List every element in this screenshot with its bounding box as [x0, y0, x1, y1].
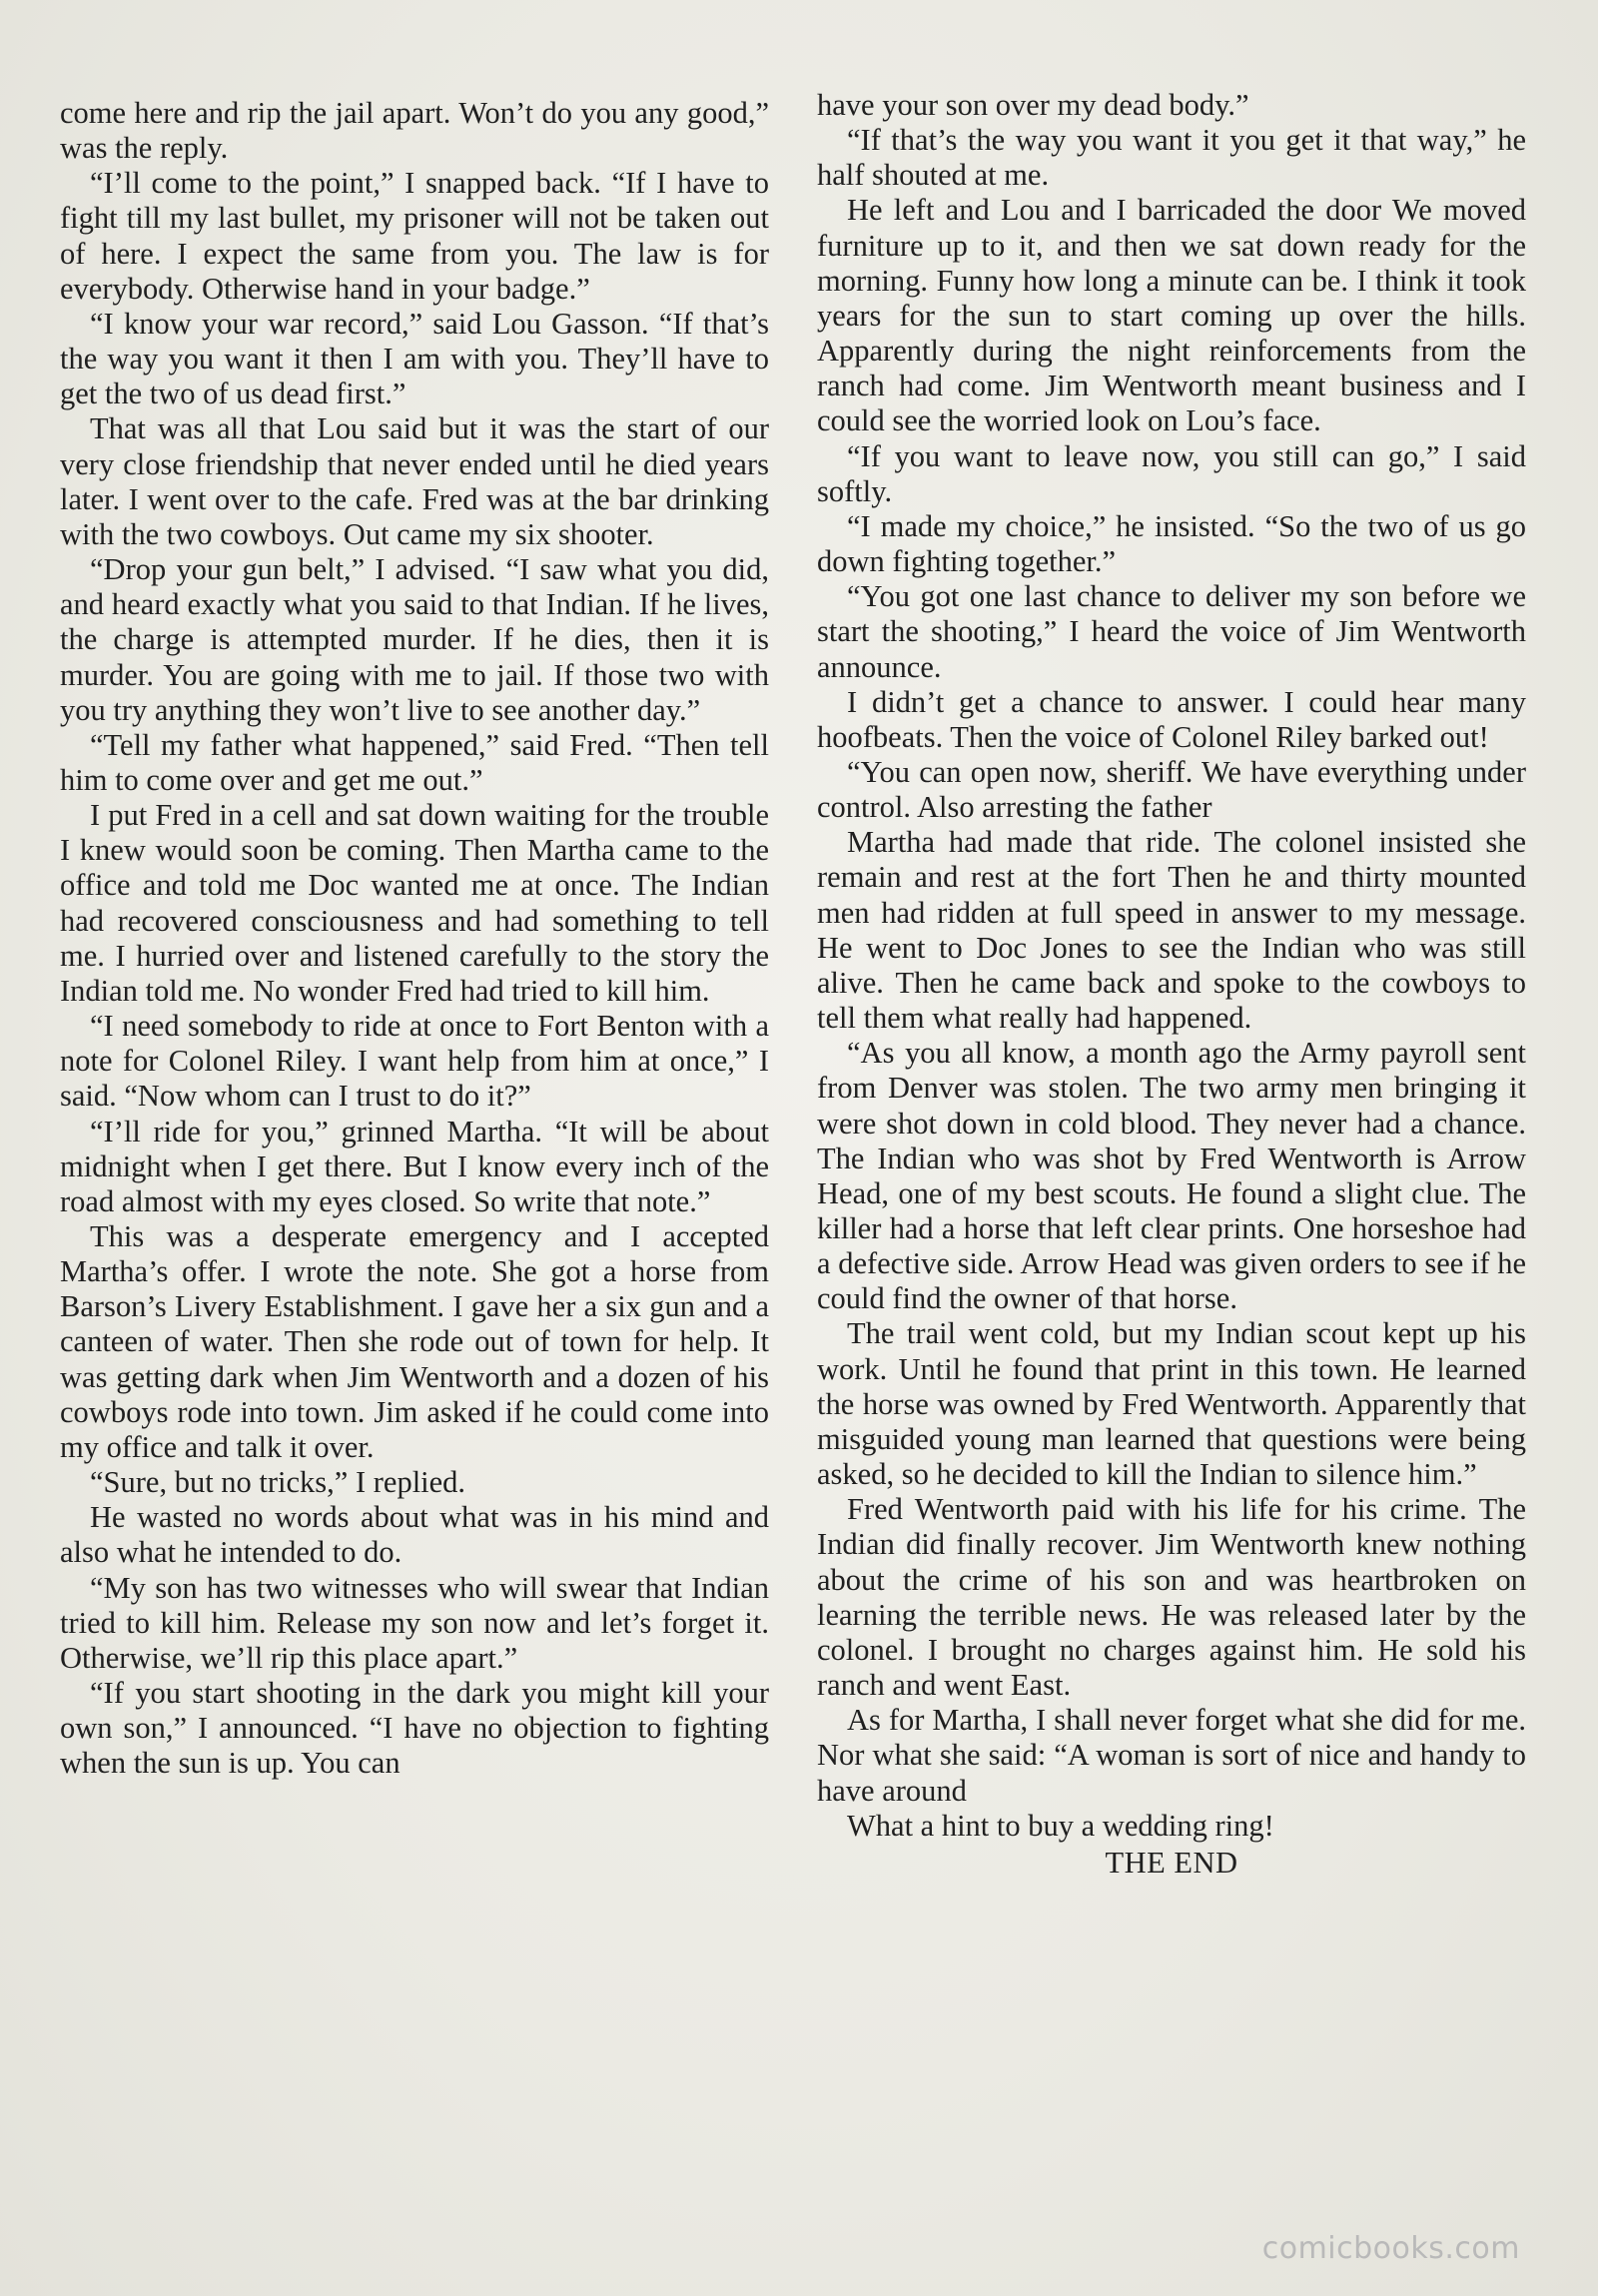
right-text-column: [817, 88, 1526, 1881]
paragraph: Fred Wentworth paid with his life for his crime. The Indian did finally recover. Jim Wentworth knew nothing about the crime of his son and was heartbroken on learning the terrible news. He was released later by the colonel. I brought no charges against him. He sold his ranch and went East.: [817, 1492, 1526, 1703]
paragraph: “Tell my father what happened,” said Fred. “Then tell him to come over and get me out.”: [60, 727, 769, 797]
paragraph: Martha had made that ride. The colonel insisted she remain and rest at the fort Then he and thirty mounted men had ridden at full speed in answer to my message. He went to Doc Jones to see the Indian who was still alive. Then he came back and spoke to the cowboys to tell them what really had happened.: [817, 825, 1526, 1036]
paragraph: “I’ll come to the point,” I snapped back. “If I have to fight till my last bullet, my prisoner will not be taken out of here. I expect the same from you. The law is for everybody. Otherwise hand in your badge.”: [60, 166, 769, 306]
paragraph: “My son has two witnesses who will swear that Indian tried to kill him. Release my son now and let’s forget it. Otherwise, we’ll rip this place apart.”: [60, 1570, 769, 1675]
paragraph: “I’ll ride for you,” grinned Martha. “It will be about midnight when I get there. But I know every inch of the road almost with my eyes closed. So write that note.”: [60, 1114, 769, 1218]
paragraph: “Drop your gun belt,” I advised. “I saw what you did, and heard exactly what you said to that Indian. If he lives, the charge is attempted murder. If he dies, then it is murder. You are going with me to jail. If those two with you try anything they won’t live to see another day.”: [60, 552, 769, 727]
paragraph: As for Martha, I shall never forget what she did for me. Nor what she said: “A woman is sort of nice and handy to have around: [817, 1703, 1526, 1808]
paragraph: come here and rip the jail apart. Won’t do you any good,” was the reply.: [60, 96, 769, 166]
paragraph: have your son over my dead body.”: [817, 88, 1249, 122]
paragraph: “I need somebody to ride at once to Fort Benton with a note for Colonel Riley. I want help from him at once,” I said. “Now whom can I trust to do it?”: [60, 1009, 769, 1114]
paragraph: “If that’s the way you want it you get it that way,” he half shouted at me.: [817, 123, 1526, 193]
paragraph: “If you want to leave now, you still can go,” I said softly.: [817, 438, 1526, 508]
paragraph: He left and Lou and I barricaded the door We moved furniture up to it, and then we sat down ready for the morning. Funny how long a minute can be. I think it took years for the sun to start coming up over the hills. Apparently during the night reinforcements from the ranch had come. Jim Wentworth meant business and I could see the worried look on Lou’s face.: [817, 193, 1526, 438]
paragraph: I didn’t get a chance to answer. I could hear many hoofbeats. Then the voice of Colonel Riley barked out!: [817, 684, 1526, 754]
paragraph: The trail went cold, but my Indian scout kept up his work. Until he found that print in this town. He learned the horse was owned by Fred Wentworth. Apparently that misguided young man learned that questions were being asked, so he decided to kill the Indian to silence him.”: [817, 1316, 1526, 1492]
paragraph: “I know your war record,” said Lou Gasson. “If that’s the way you want it then I am with you. They’ll have to get the two of us dead first.”: [60, 306, 769, 411]
paragraph: “I made my choice,” he insisted. “So the two of us go down fighting together.”: [817, 508, 1526, 579]
paragraph: He wasted no words about what was in his mind and also what he intended to do.: [60, 1500, 769, 1570]
the-end-label: THE END: [1105, 1845, 1238, 1880]
paragraph: “You can open now, sheriff. We have everything under control. Also arresting the father: [817, 754, 1526, 825]
paragraph: That was all that Lou said but it was the start of our very close friendship that never ended until he died years later. I went over to the cafe. Fred was at the bar drinking with the two cowboys. Out came my six shooter.: [60, 411, 769, 551]
watermark: comicbooks.com: [1261, 2231, 1520, 2266]
paragraph: I put Fred in a cell and sat down waiting for the trouble I knew would soon be coming. Then Martha came to the office and told me Doc wanted me at once. The Indian had recovered consciousness and had something to tell me. I hurried over and listened carefully to the story the Indian told me. No wonder Fred had tried to kill him.: [60, 798, 769, 1008]
paragraph: “You got one last chance to deliver my son before we start the shooting,” I heard the voice of Jim Wentworth announce.: [817, 579, 1526, 684]
paragraph: “If you start shooting in the dark you might kill your own son,” I announced. “I have no objection to fighting when the sun is up. You can: [60, 1676, 769, 1781]
paragraph: “As you all know, a month ago the Army payroll sent from Denver was stolen. The two army men bringing it were shot down in cold blood. They never had a chance. The Indian who was shot by Fred Wentworth is Arrow Head, one of my best scouts. He found a slight clue. The killer had a horse that left clear prints. One horseshoe had a defective side. Arrow Head was given orders to see if he could find the owner of that horse.: [817, 1036, 1526, 1316]
paragraph: This was a desperate emergency and I accepted Martha’s offer. I wrote the note. She got a horse from Barson’s Livery Establishment. I gave her a six gun and a canteen of water. Then she rode out of town for help. It was getting dark when Jim Wentworth and a dozen of his cowboys rode into town. Jim asked if he could come into my office and talk it over.: [60, 1219, 769, 1464]
paragraph: What a hint to buy a wedding ring!: [847, 1808, 1274, 1843]
left-text-column: [60, 96, 769, 1782]
paragraph: “Sure, but no tricks,” I replied.: [90, 1465, 466, 1500]
